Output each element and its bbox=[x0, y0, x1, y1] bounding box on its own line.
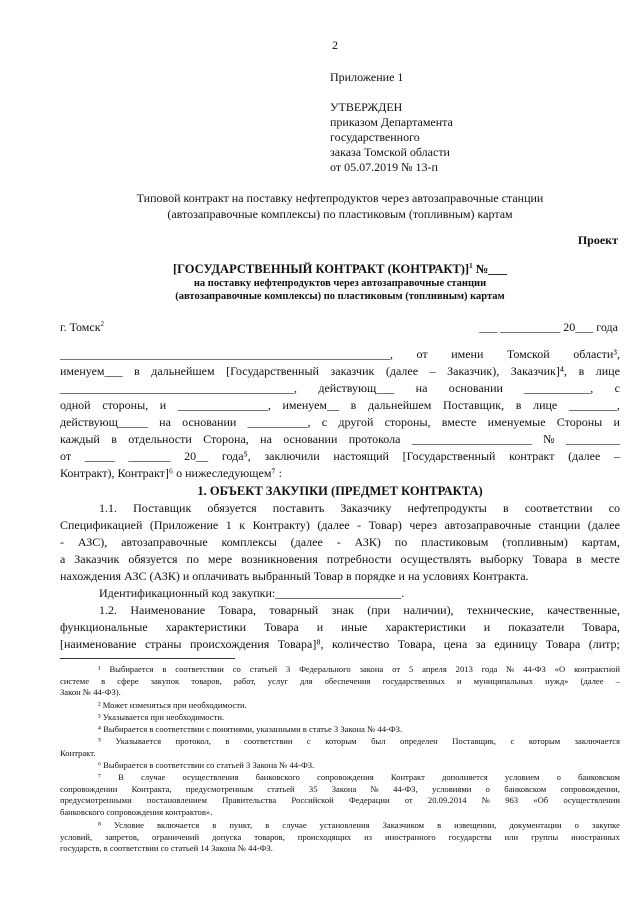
word: 3 bbox=[285, 664, 291, 674]
word: постановлением bbox=[146, 795, 207, 806]
word: возникновения bbox=[241, 552, 318, 566]
word: (литр; bbox=[588, 637, 620, 651]
word: со bbox=[232, 664, 241, 674]
word: в bbox=[350, 398, 357, 412]
word: качественные, bbox=[547, 603, 620, 617]
word: ограничений bbox=[152, 831, 200, 842]
word: обязуется bbox=[207, 501, 257, 515]
word: извещении, bbox=[454, 820, 497, 830]
word: в bbox=[134, 364, 140, 378]
word: с bbox=[614, 381, 620, 395]
word: закупке bbox=[591, 820, 620, 830]
word: дальнейшем bbox=[151, 364, 215, 378]
word: или bbox=[504, 831, 519, 842]
word: и bbox=[613, 415, 620, 429]
typical-contract-title: Типовой контракт на поставку нефтепродуктов через автозаправочные станции (автозаправочные комплексы) по пластиковым (топливным) картам bbox=[136, 191, 544, 221]
page-number: 2 bbox=[332, 38, 338, 52]
word: соответствии bbox=[243, 736, 293, 746]
word: от bbox=[60, 449, 72, 463]
word: [наименование bbox=[60, 637, 137, 651]
word: Закона bbox=[331, 783, 357, 794]
word: дополняется bbox=[441, 772, 488, 782]
word: имени bbox=[451, 347, 484, 361]
word: в bbox=[225, 736, 230, 746]
word: со bbox=[608, 501, 620, 515]
word: документации bbox=[509, 820, 562, 830]
preamble-line bbox=[60, 397, 620, 414]
word: Контракту) bbox=[252, 518, 310, 532]
word: иные bbox=[341, 620, 368, 634]
word: государства bbox=[448, 831, 492, 842]
word: банковском bbox=[578, 772, 620, 782]
word: Контракта, bbox=[131, 783, 172, 794]
approval-line: приказом Департамента bbox=[330, 115, 453, 129]
word: 1.2. bbox=[99, 603, 117, 617]
word: а bbox=[60, 552, 66, 566]
word: основании bbox=[448, 381, 503, 395]
word: на bbox=[159, 415, 171, 429]
word: наличии), bbox=[403, 603, 454, 617]
word: установления bbox=[319, 820, 370, 830]
contract-title: [ГОСУДАРСТВЕННЫЙ КОНТРАКТ (КОНТРАКТ)]$^1$ №___ bbox=[172, 261, 508, 276]
word: и bbox=[483, 620, 491, 634]
word: 44-ФЗ, bbox=[393, 783, 418, 794]
word: дальнейшем bbox=[367, 398, 432, 412]
word: станции bbox=[538, 518, 581, 532]
word: Товара bbox=[545, 637, 581, 651]
word: - bbox=[60, 535, 64, 549]
word: в bbox=[212, 820, 217, 830]
word: товаров, bbox=[191, 675, 222, 686]
word: на bbox=[415, 381, 428, 395]
preamble-line: Контракт), Контракт]⁶ о нижеследующем⁷ : bbox=[60, 466, 282, 480]
word: определен bbox=[399, 736, 438, 746]
word: стороны, bbox=[384, 415, 431, 429]
clause-line bbox=[60, 517, 620, 534]
word: – bbox=[429, 364, 436, 378]
word: сопровождении, bbox=[560, 783, 620, 794]
word: о bbox=[556, 772, 561, 782]
word: ____________________ bbox=[411, 432, 532, 446]
word: 1.1. bbox=[99, 501, 117, 515]
word: Товара bbox=[264, 620, 299, 634]
word: 5 bbox=[408, 664, 414, 674]
word: характеристики bbox=[165, 620, 247, 634]
appendix-label: Приложение 1 bbox=[330, 70, 404, 84]
word: количество bbox=[331, 637, 390, 651]
word: закона bbox=[359, 664, 384, 674]
clause-line bbox=[99, 500, 620, 517]
word: Сторона, bbox=[203, 432, 249, 446]
word: муниципальных bbox=[473, 675, 534, 686]
word: Условие bbox=[114, 820, 144, 830]
word: по bbox=[394, 535, 408, 549]
word: мере bbox=[207, 552, 233, 566]
word: сфере bbox=[117, 675, 139, 686]
purchase-id-code: Идентификационный код закупки:_____________________. bbox=[99, 586, 405, 600]
word: Российской bbox=[291, 795, 334, 806]
word: происходящих bbox=[297, 831, 352, 842]
word: товаров, bbox=[254, 831, 285, 842]
word: которым bbox=[528, 736, 561, 746]
word: выборку bbox=[480, 552, 524, 566]
word: обязуется bbox=[128, 552, 178, 566]
word: в bbox=[576, 552, 582, 566]
word: контракт bbox=[509, 449, 555, 463]
word: для bbox=[299, 675, 313, 686]
word: товарный bbox=[269, 603, 319, 617]
word: был bbox=[371, 736, 386, 746]
word: осуществления bbox=[182, 772, 239, 782]
footnote-5: ⁵ Указывается протокол, в соответствии с которым был определен Поставщик, с которым заключается Контракт. bbox=[60, 736, 620, 758]
footnote-separator bbox=[60, 658, 235, 659]
word: о bbox=[485, 783, 490, 794]
preamble-line bbox=[60, 414, 620, 431]
word: отдельности bbox=[128, 432, 192, 446]
word: апреля bbox=[422, 664, 447, 674]
word: автозаправочные bbox=[121, 535, 208, 549]
word: группы bbox=[531, 831, 559, 842]
word: от bbox=[416, 347, 428, 361]
word: 2013 bbox=[455, 664, 473, 674]
approval-line: от 05.07.2019 № 13-п bbox=[330, 160, 438, 174]
footnote-1: ¹ Выбирается в соответствии со статьей 3 Федерального закона от 5 апреля 2013 года № 44-ФЗ «О контрактной системе в сфере закупок товаров, работ, услуг для обеспечения государственных и муниципальных нужд» (далее – Закон № 44-ФЗ). bbox=[60, 664, 620, 698]
word: нужд» bbox=[545, 675, 569, 686]
word: основании bbox=[283, 432, 338, 446]
word: в bbox=[437, 820, 442, 830]
word: соответствии bbox=[524, 501, 593, 515]
project-label: Проект bbox=[577, 233, 618, 247]
clause-line bbox=[60, 551, 620, 568]
word: иностранного bbox=[385, 831, 436, 842]
word: действующ_____ bbox=[60, 415, 148, 429]
word: страны bbox=[144, 637, 182, 651]
word: – bbox=[615, 675, 620, 686]
word: именуем___ bbox=[60, 364, 123, 378]
word: предусмотренным bbox=[185, 783, 253, 794]
word: года bbox=[481, 664, 498, 674]
word: потребности bbox=[326, 552, 392, 566]
word: через bbox=[409, 518, 437, 532]
word: Товар) bbox=[368, 518, 402, 532]
section-1-title: 1. ОБЪЕКТ ЗАКУПКИ (ПРЕДМЕТ КОНТРАКТА) bbox=[197, 484, 483, 498]
word: условием bbox=[504, 772, 540, 782]
word: (далее bbox=[290, 535, 323, 549]
word: 1 bbox=[225, 518, 232, 532]
clause-line bbox=[60, 534, 620, 551]
word: сопровождения bbox=[317, 772, 374, 782]
word: в bbox=[515, 398, 522, 412]
word: [Государственный bbox=[226, 364, 319, 378]
word: Товара]⁸, bbox=[277, 637, 324, 651]
word: случае bbox=[141, 772, 166, 782]
footnote-3: ³ Указывается при необходимости. bbox=[98, 712, 225, 722]
word: Заказчик]⁴, bbox=[510, 364, 568, 378]
word: от bbox=[404, 795, 413, 806]
word: ⁸ bbox=[98, 820, 101, 830]
clause-line bbox=[99, 602, 620, 619]
word: другой bbox=[338, 415, 374, 429]
word: _______________________________________________________, bbox=[60, 347, 393, 361]
word: (топливным) bbox=[502, 535, 568, 549]
word: заказчик bbox=[330, 364, 375, 378]
word: пункт, bbox=[229, 820, 253, 830]
word: месте bbox=[590, 552, 620, 566]
word: стороны, bbox=[102, 398, 149, 412]
word: Контракт bbox=[390, 772, 425, 782]
word: (Приложение bbox=[149, 518, 219, 532]
word: обеспечения bbox=[324, 675, 371, 686]
word: цена bbox=[443, 637, 468, 651]
word: банковском bbox=[504, 783, 547, 794]
word: технические, bbox=[466, 603, 534, 617]
preamble-line bbox=[60, 363, 620, 380]
word: условий, bbox=[60, 831, 93, 842]
word: сопровождении bbox=[60, 783, 118, 794]
word: и bbox=[456, 675, 462, 686]
word: с bbox=[321, 415, 328, 429]
word: услуг bbox=[267, 675, 288, 686]
word: АЗС), bbox=[77, 535, 108, 549]
word: Заказчику bbox=[340, 501, 392, 515]
word: 20.09.2014 bbox=[427, 795, 467, 806]
word: Поставщик bbox=[133, 501, 192, 515]
word: __________, bbox=[247, 415, 311, 429]
word: года⁵, bbox=[221, 449, 251, 463]
word: вместе bbox=[441, 415, 477, 429]
word: за bbox=[475, 637, 486, 651]
word: Поставщик, bbox=[442, 398, 505, 412]
word: нефтепродукты bbox=[407, 501, 487, 515]
word: Товара, bbox=[582, 620, 620, 634]
word: протокол, bbox=[175, 736, 211, 746]
word: автозаправочные bbox=[444, 518, 532, 532]
word: Заказчик), bbox=[447, 364, 500, 378]
word: № bbox=[370, 783, 379, 794]
word: Спецификацией bbox=[60, 518, 143, 532]
word: лице bbox=[533, 398, 558, 412]
word: банковского bbox=[255, 772, 300, 782]
word: - bbox=[336, 535, 341, 549]
word: Правительства bbox=[222, 795, 277, 806]
word: каждый bbox=[60, 432, 100, 446]
word: № bbox=[506, 664, 515, 674]
word: Федерального bbox=[299, 664, 351, 674]
word: АЗК) bbox=[354, 535, 381, 549]
word: «О bbox=[554, 664, 566, 674]
word: запретов, bbox=[105, 831, 140, 842]
word: происхождения bbox=[189, 637, 270, 651]
word: и bbox=[316, 620, 324, 634]
word: (далее bbox=[568, 449, 601, 463]
word: одной bbox=[60, 398, 91, 412]
preamble-line bbox=[60, 346, 620, 363]
city-label: г. Томск$^2$ bbox=[60, 320, 105, 334]
word: ________, bbox=[568, 398, 620, 412]
contract-subtitle: на поставку нефтепродуктов через автозаправочные станции (автозаправочные комплексы) по пластиковым (топливным) картам bbox=[175, 278, 505, 302]
word: функциональные bbox=[60, 620, 148, 634]
word: от bbox=[392, 664, 401, 674]
word: 44-ФЗ bbox=[523, 664, 546, 674]
word: знак bbox=[331, 603, 354, 617]
word: на bbox=[260, 432, 272, 446]
word: работ, bbox=[233, 675, 256, 686]
word: картам, bbox=[581, 535, 620, 549]
word: осуществлять bbox=[400, 552, 472, 566]
word: именуемые bbox=[487, 415, 546, 429]
word: _____ bbox=[84, 449, 115, 463]
word: 963 bbox=[505, 795, 519, 806]
word: (далее bbox=[580, 675, 604, 686]
word: соответствии bbox=[175, 664, 224, 674]
word: заключили bbox=[264, 449, 320, 463]
word: лице bbox=[595, 364, 620, 378]
approval-line: государственного bbox=[330, 130, 420, 144]
word: в bbox=[265, 820, 270, 830]
word: Федерации bbox=[348, 795, 390, 806]
word: комплексы bbox=[221, 535, 277, 549]
word: Выбирается bbox=[109, 664, 154, 674]
word: протокола bbox=[348, 432, 401, 446]
word: - bbox=[357, 518, 362, 532]
word: системе bbox=[60, 675, 90, 686]
clause-line: нахождения АЗС (АЗК) и оплачивать выбранный Товар в порядке и на условиях Контракта. bbox=[60, 569, 529, 583]
footnote-8: ⁸ Условие включается в пункт, в случае установления Заказчиком в извещении, документации о закупке условий, запретов, ограничений допуска товаров, происходящих из иностранного государства или группы иностранных государств, в соответствии со статьей 14 Закона № 44-ФЗ. bbox=[60, 820, 620, 854]
word: осуществлении bbox=[563, 795, 620, 806]
word: «Об bbox=[533, 795, 549, 806]
word: в bbox=[162, 664, 167, 674]
word: (при bbox=[367, 603, 391, 617]
word: (далее bbox=[587, 518, 620, 532]
word: 20__ bbox=[184, 449, 209, 463]
word: государственных bbox=[382, 675, 445, 686]
clause-line bbox=[60, 636, 620, 653]
clause-line bbox=[60, 619, 620, 636]
word: статьей bbox=[249, 664, 278, 674]
word: включается bbox=[157, 820, 200, 830]
word: именуем__ bbox=[282, 398, 340, 412]
footnote-2: ² Может изменяться при необходимости. bbox=[98, 700, 247, 710]
preamble-line bbox=[60, 380, 620, 397]
word: случае bbox=[282, 820, 307, 830]
word: Товара, bbox=[397, 637, 436, 651]
word: единицу bbox=[494, 637, 538, 651]
word: условиями bbox=[432, 783, 472, 794]
footnote-7: ⁷ В случае осуществления банковского сопровождения Контракт дополняется условием о банковском сопровождении Контракта, предусмотренным статьей 35 Закона № 44-ФЗ, условиями о банковском сопровождении, предусмотренными постановлением Правительства Российской Федерации от 20.09.2014 № 963 «Об осуществлении банковского сопровождения контрактов». bbox=[60, 772, 620, 818]
word: (далее bbox=[385, 364, 419, 378]
word: контрактной bbox=[574, 664, 620, 674]
word: в bbox=[502, 501, 509, 515]
word: Стороны bbox=[556, 415, 603, 429]
word: пластиковым bbox=[421, 535, 489, 549]
word: Заказчиком bbox=[382, 820, 425, 830]
word: закупок bbox=[150, 675, 180, 686]
word: и bbox=[159, 398, 167, 412]
word: о bbox=[574, 820, 579, 830]
word: в bbox=[578, 364, 585, 378]
word: статьей bbox=[267, 783, 295, 794]
word: предусмотренными bbox=[60, 795, 132, 806]
word: к bbox=[239, 518, 246, 532]
word: поставить bbox=[272, 501, 325, 515]
word: ¹ bbox=[98, 664, 101, 674]
date-placeholder: ___ __________ 20___ года bbox=[479, 320, 618, 334]
word: ⁵ bbox=[98, 736, 101, 746]
word: № bbox=[481, 795, 490, 806]
word: которым bbox=[325, 736, 357, 746]
word: иностранных bbox=[571, 831, 620, 842]
word: настоящий bbox=[333, 449, 389, 463]
word: _______ bbox=[128, 449, 171, 463]
word: из bbox=[364, 831, 373, 842]
word: В bbox=[118, 772, 124, 782]
word: (далее bbox=[317, 518, 350, 532]
word: основании bbox=[182, 415, 237, 429]
word: – bbox=[614, 449, 620, 463]
footnote-4: ⁴ Выбирается в соответствии с понятиями, указанными в статье 3 Закона № 44-ФЗ. bbox=[98, 724, 403, 734]
word: [Государственный bbox=[402, 449, 496, 463]
word: в bbox=[101, 675, 106, 686]
preamble-line bbox=[60, 448, 620, 465]
word: Томской bbox=[506, 347, 550, 361]
preamble-line bbox=[60, 431, 620, 448]
approval-line: заказа Томской области bbox=[330, 145, 450, 159]
word: Товара, bbox=[218, 603, 257, 617]
word: ___________, bbox=[524, 381, 594, 395]
word: _______________, bbox=[177, 398, 271, 412]
word: Наименование bbox=[130, 603, 206, 617]
word: по bbox=[186, 552, 199, 566]
word: Заказчик bbox=[74, 552, 120, 566]
word: Товара bbox=[532, 552, 568, 566]
word: Указывается bbox=[115, 736, 162, 746]
word: области³, bbox=[573, 347, 620, 361]
approved-label: УТВЕРЖДЕН bbox=[330, 100, 403, 114]
word: Поставщик, bbox=[452, 736, 497, 746]
word: характеристики bbox=[385, 620, 466, 634]
word: _______________________________________, bbox=[60, 381, 297, 395]
footnote-6: ⁶ Выбирается в соответствии со статьей 3 Закона № 44-ФЗ. bbox=[98, 760, 315, 770]
word: допуска bbox=[212, 831, 242, 842]
word: ⁷ bbox=[98, 772, 101, 782]
word: заключается bbox=[574, 736, 620, 746]
word: _________ bbox=[565, 432, 620, 446]
word: с bbox=[510, 736, 515, 746]
word: в bbox=[111, 432, 117, 446]
word: с bbox=[306, 736, 311, 746]
word: действующ___ bbox=[318, 381, 395, 395]
word: 35 bbox=[308, 783, 318, 794]
word: № bbox=[543, 432, 555, 446]
word: показатели bbox=[508, 620, 565, 634]
